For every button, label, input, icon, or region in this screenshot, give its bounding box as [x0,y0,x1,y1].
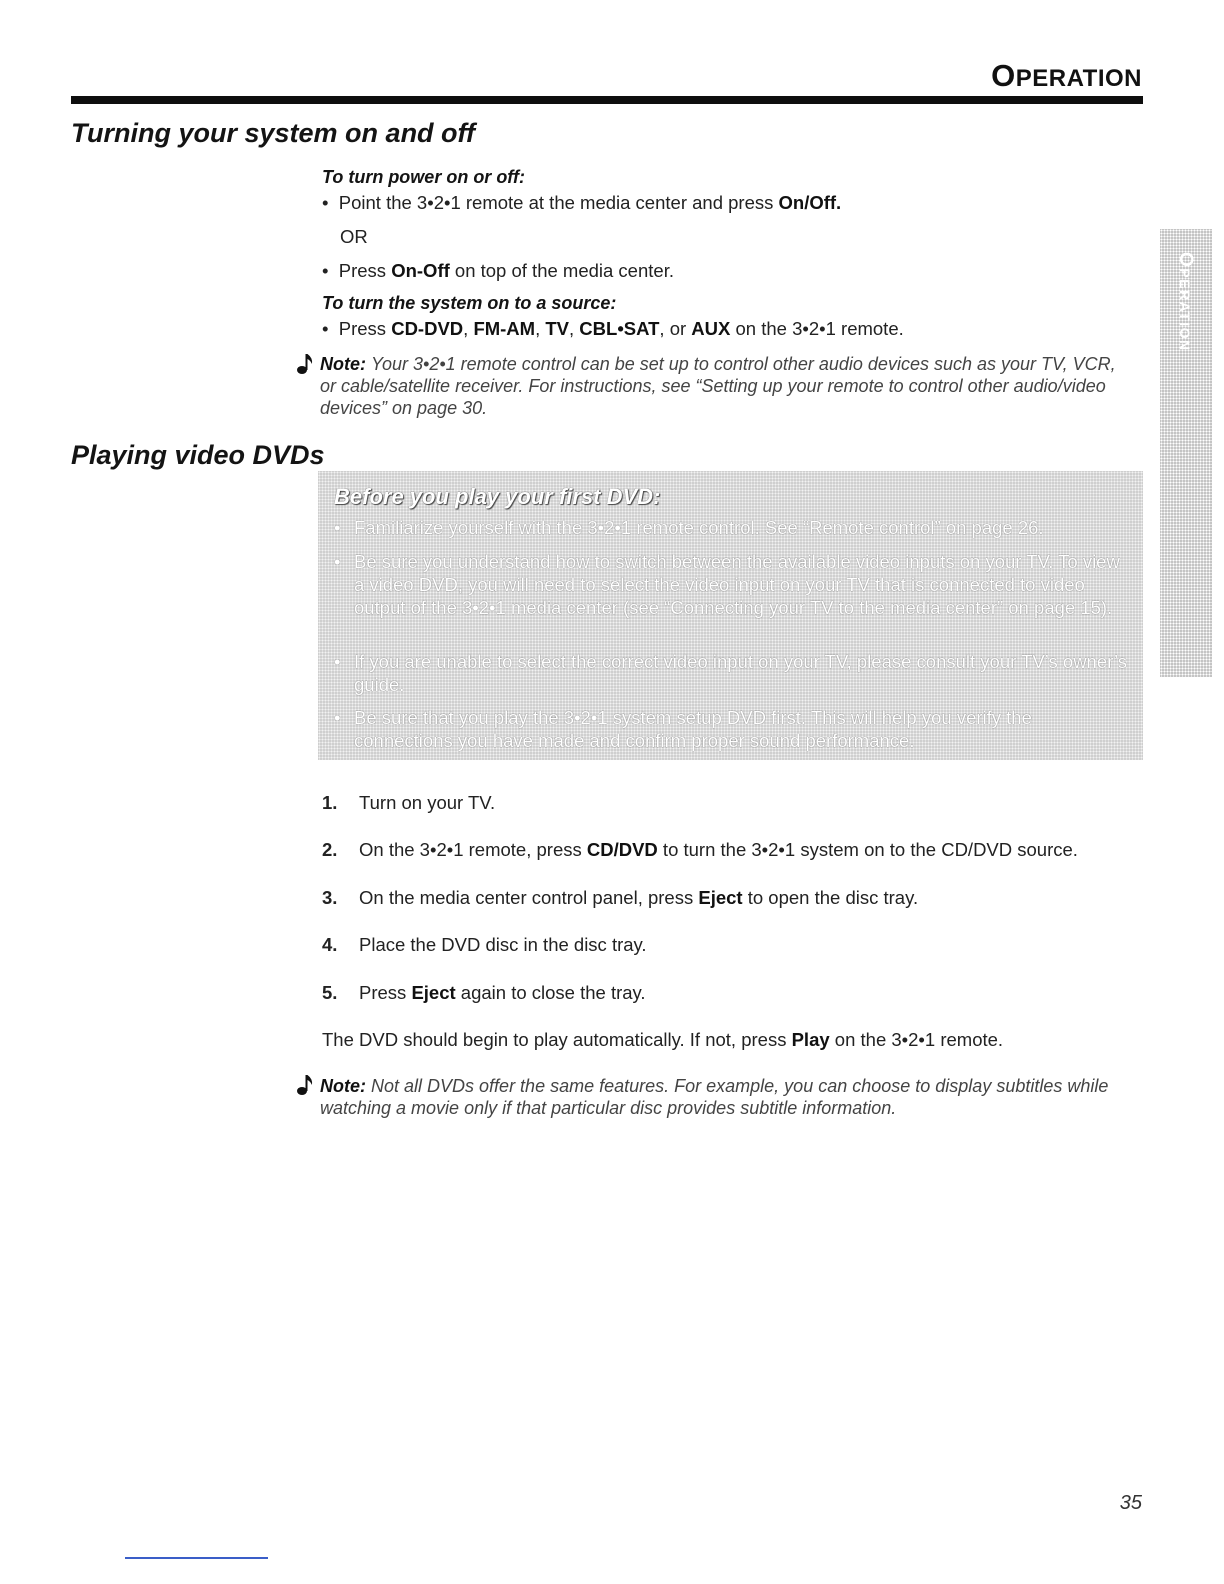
step-3 [322,887,918,909]
autoplay-text [322,1029,1003,1051]
source-pre: Press [338,318,392,339]
footer-rule [125,1557,268,1559]
note-remote-setup [320,353,1135,419]
step-number: 2. [322,839,338,860]
step-2 [322,839,1078,861]
step-text-post: to open the disc tray. [742,887,919,908]
sep: , [535,318,546,339]
step-text: On the media center control panel, press [359,887,699,908]
note-label: Note: [320,1076,366,1096]
power-bullet-1 [322,192,841,214]
play-button-label: Play [791,1029,830,1050]
bullet: • [322,192,329,213]
on-off-button-label: On-Off [391,260,450,281]
source-tv: TV [545,318,570,339]
note-text: Not all DVDs offer the same features. For example, you can choose to display subtitles while watching a movie only if that particular disc provides subtitle information. [320,1076,1109,1118]
source-cbl-sat: CBL•SAT [579,318,660,339]
source-subheading: To turn the system on to a source: [322,293,617,313]
step-text: Turn on your TV. [359,792,496,813]
source-bullet [322,318,904,340]
note-text: Your 3•2•1 remote control can be set up to control other audio devices such as your TV, VCR, or cable/satellite receiver. For instructions, see “Setting up your remote to control other audio/video devices” on page 30. [320,354,1116,418]
bullet: • [334,707,341,728]
source-cd-dvd: CD-DVD [391,318,464,339]
power-bullet-2 [322,260,674,282]
section-title-power: Turning your system on and off [71,118,476,148]
note-label: Note: [320,354,366,374]
page-number: 35 [1119,1492,1142,1514]
callout-item [334,706,1134,752]
callout-title: Before you play your first DVD: [334,484,661,509]
bullet: • [322,318,329,339]
source-fm-am: FM-AM [473,318,536,339]
cd-dvd-button-label: CD/DVD [586,839,658,860]
source-post: on the 3•2•1 remote. [730,318,904,339]
step-5 [322,982,646,1004]
autoplay-pre: The DVD should begin to play automatically. If not, press [322,1029,792,1050]
step-text: Place the DVD disc in the disc tray. [359,934,647,955]
step-text-post: to turn the 3•2•1 system on to the CD/DVD source. [657,839,1078,860]
source-aux: AUX [691,318,731,339]
callout-item-text: Be sure that you play the 3•2•1 system setup DVD first. This will help you verify the connections you have made and confirm proper sound performance. [354,707,1032,751]
power-subheading: To turn power on or off: [322,167,525,187]
callout-item-text: Familiarize yourself with the 3•2•1 remote control. See “Remote control” on page 26. [354,517,1044,538]
sep: , or [659,318,692,339]
callout-item-text: Be sure you understand how to switch between the available video inputs on your TV. To view a video DVD, you will need to select the video input on your TV that is connected to video output of the 3•2•1 media center (see “Connecting your TV to the media center” on page 15). [354,551,1120,618]
callout-item-text: If you are unable to select the correct video input on your TV, please consult your TV’s owner’s guide. [354,651,1127,695]
eject-button-label: Eject [411,982,456,1003]
bullet: • [334,651,341,672]
autoplay-post: on the 3•2•1 remote. [829,1029,1004,1050]
section-title-dvds: Playing video DVDs [71,440,325,470]
header-rule [71,96,1143,104]
page-header-title [991,58,1142,94]
header-initial: O [991,58,1016,93]
chapter-side-tab-label: OPERATION [1175,252,1196,352]
bullet: • [334,551,341,572]
step-number: 1. [322,792,338,813]
callout-item [334,550,1134,619]
eject-button-label: Eject [698,887,743,908]
note-icon [295,352,315,376]
sep: , [463,318,474,339]
power-bullet-2-pre: Press [338,260,392,281]
step-number: 5. [322,982,338,1003]
callout-item [334,516,1134,539]
step-number: 3. [322,887,338,908]
note-dvd-features [320,1075,1135,1119]
power-bullet-2-post: on top of the media center. [449,260,674,281]
header-rest: PERATION [1015,65,1142,92]
power-bullet-1-text: Point the 3•2•1 remote at the media center and press [338,192,779,213]
step-4 [322,934,647,956]
callout-item [334,650,1134,696]
step-number: 4. [322,934,338,955]
bullet: • [334,517,341,538]
on-off-label: On/Off. [778,192,842,213]
step-1 [322,792,495,814]
note-icon [295,1073,315,1097]
step-text: On the 3•2•1 remote, press [359,839,587,860]
step-text: Press [359,982,412,1003]
bullet: • [322,260,329,281]
step-text-post: again to close the tray. [455,982,646,1003]
or-text: OR [340,226,368,247]
sep: , [569,318,580,339]
